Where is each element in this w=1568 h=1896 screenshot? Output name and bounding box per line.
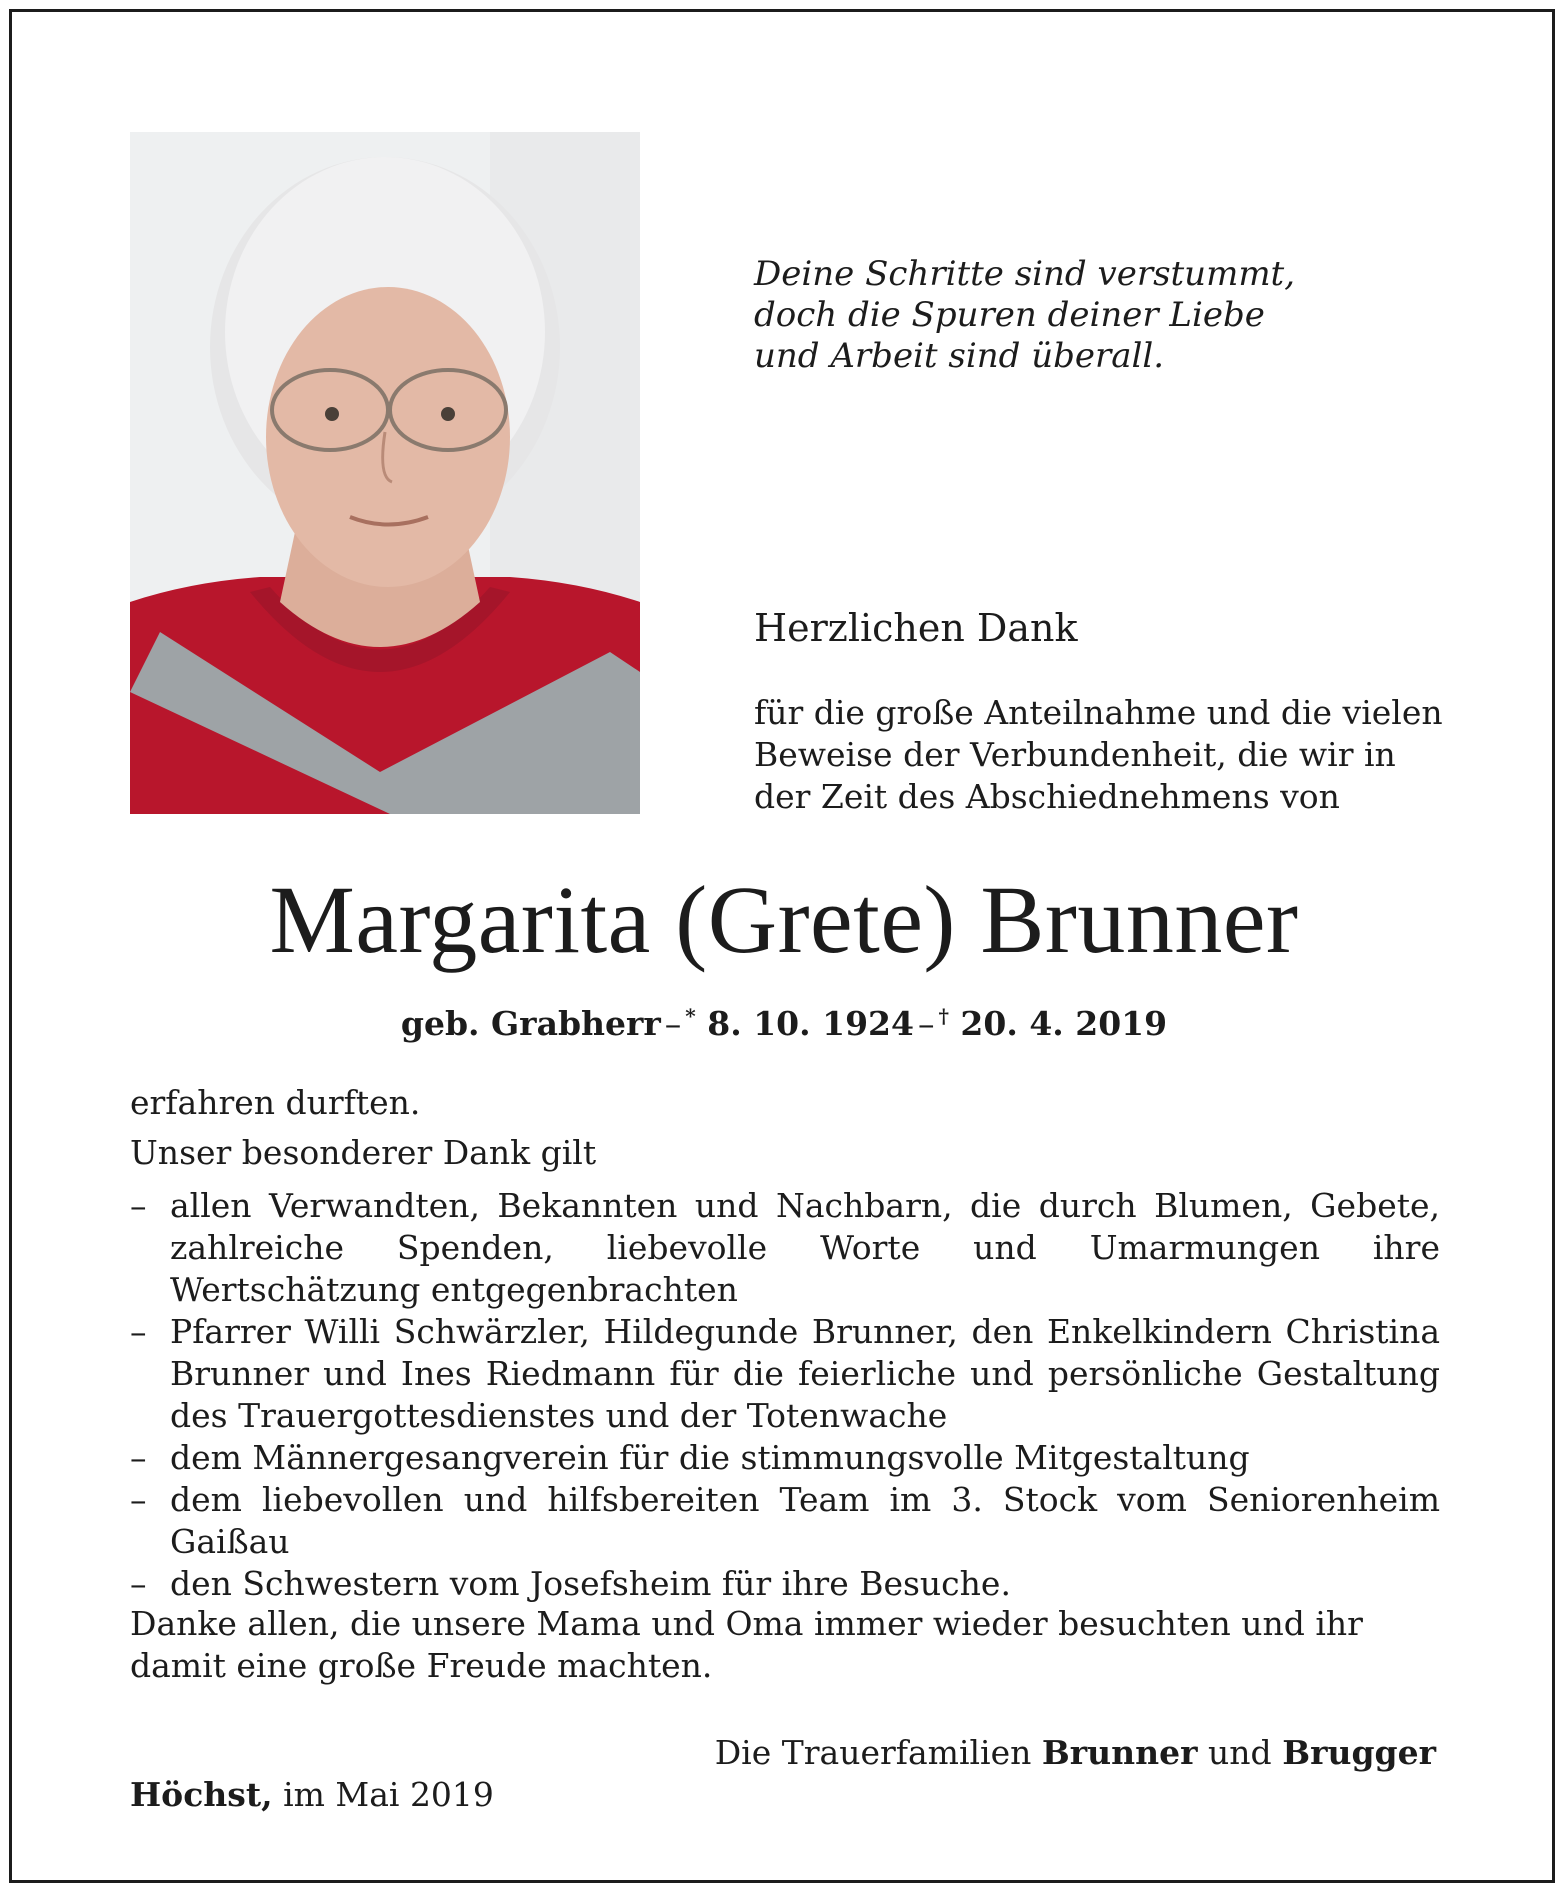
list-item-text: den Schwestern vom Josefsheim für ihre Besuche. [170,1564,1011,1603]
portrait-photo [130,132,640,814]
list-item [130,1311,1440,1437]
family-signature [715,1732,1436,1774]
deceased-name: Margarita (Grete) Brunner [269,866,1299,973]
special-thanks: Unser besonderer Dank gilt [130,1133,597,1172]
family-name-1: Brunner [1041,1733,1198,1772]
signature-prefix: Die Trauerfamilien [714,1733,1032,1772]
date-separator: – [917,1004,935,1043]
date: im Mai 2019 [283,1775,494,1814]
list-item-text: Pfarrer Willi Schwärzler, Hildegunde Brunner, den Enkelkindern Christina Brunner und Ines Riedmann für die feierliche und persönliche Gestaltung des Trauergottesdienstes und der Totenwache [170,1312,1440,1435]
date-separator: – [664,1004,682,1043]
list-dash: – [130,1312,147,1351]
list-item [130,1563,1440,1605]
thanks-line: für die große Anteilnahme und die vielen [754,693,1443,732]
list-dash: – [130,1186,147,1225]
motto-line: und Arbeit sind überall. [754,336,1165,376]
list-item-text: dem Männergesangverein für die stimmungsvolle Mitgestaltung [170,1438,1250,1477]
thanks-line: der Zeit des Abschiednehmens von [754,777,1340,816]
list-item [130,1185,1440,1311]
thanks-line: Beweise der Verbundenheit, die wir in [754,735,1396,774]
list-item [130,1437,1440,1479]
motto-line: doch die Spuren deiner Liebe [754,295,1265,335]
family-name-2: Brugger [1282,1733,1436,1772]
list-item [130,1479,1440,1563]
closing-line: Danke allen, die unsere Mama und Oma immer wieder besuchten und ihr [130,1604,1363,1643]
place: Höchst, [130,1775,273,1814]
died-symbol: † [938,1004,949,1028]
list-item-text: dem liebevollen und hilfsbereiten Team im 3. Stock vom Seniorenheim Gaißau [170,1480,1440,1561]
place-date [130,1774,494,1816]
list-dash: – [130,1480,147,1519]
portrait-icon [130,132,640,814]
list-dash: – [130,1564,147,1603]
closing-text [130,1603,1440,1687]
motto-line: Deine Schritte sind verstummt, [754,254,1296,294]
list-item-text: allen Verwandten, Bekannten und Nachbarn, die durch Blumen, Gebete, zahlreiche Spenden, liebevolle Worte und Umarmungen ihre Wertschätzung entgegenbrachten [170,1186,1440,1309]
list-dash: – [130,1438,147,1477]
motto-quote [754,254,1494,377]
thanks-list [130,1185,1440,1605]
body-intro: erfahren durften. [130,1083,421,1122]
birth-date: 8. 10. 1924 [707,1004,914,1043]
born-symbol: * [685,1004,696,1028]
life-dates [0,995,1568,1045]
death-date: 20. 4. 2019 [960,1004,1168,1043]
signature-conjunction: und [1208,1733,1272,1772]
birth-name: geb. Grabherr [400,1004,661,1043]
closing-line: damit eine große Freude machten. [130,1646,713,1685]
thanks-heading: Herzlichen Dank [754,606,1078,650]
thanks-text [754,692,1454,818]
